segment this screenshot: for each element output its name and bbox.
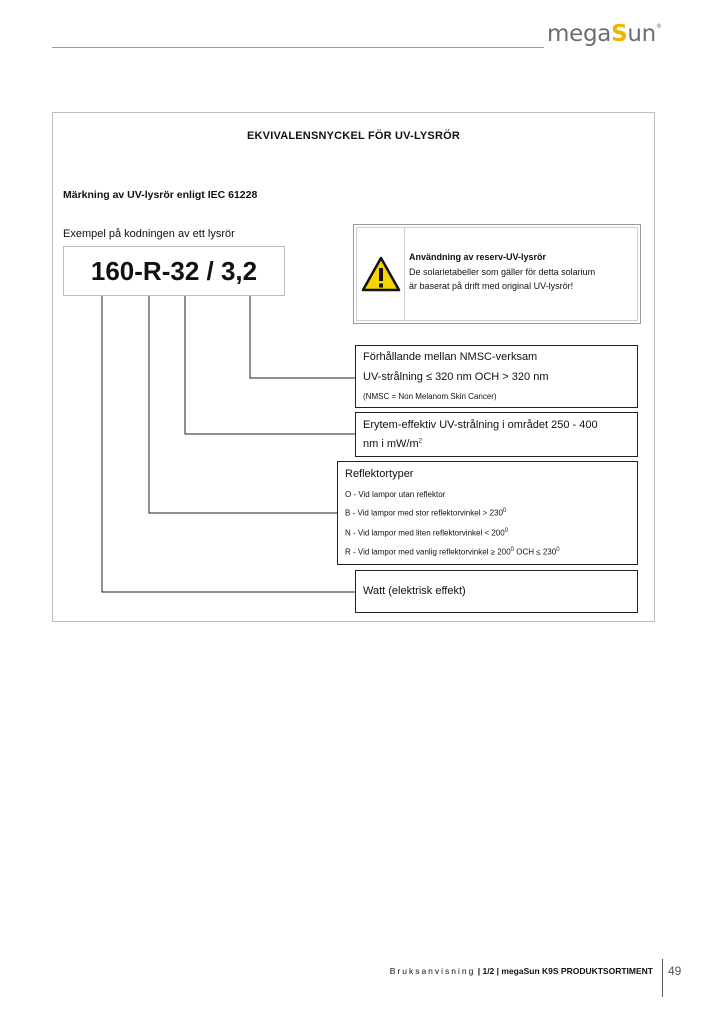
marking-heading: Märkning av UV-lysrör enligt IEC 61228: [63, 189, 258, 201]
reflector-item: O - Vid lampor utan reflektor: [345, 490, 446, 499]
erythem-line-1: Erytem-effektiv UV-strålning i området 250 - 400: [363, 419, 598, 431]
page-number: 49: [668, 964, 682, 978]
reflector-item: N - Vid lampor med liten reflektorvinkel < $200^0$: [345, 528, 509, 538]
connector-reflector: [149, 296, 337, 513]
reflector-box: [337, 461, 638, 565]
connector-nmsc: [250, 296, 355, 378]
connector-erythem: [185, 296, 355, 434]
warning-line-2: är baserat på drift med original UV-lysrör!: [409, 281, 574, 291]
footer-divider: [662, 959, 663, 997]
brand-logo: megaSun®: [547, 21, 662, 47]
reflector-item: B - Vid lampor med stor reflektorvinkel > $230^0$: [345, 508, 507, 518]
reflector-item: R - Vid lampor med vanlig reflektorvinkel ≥ $200^0$ OCH ≤ $230^0$: [345, 547, 560, 557]
nmsc-line-2: UV-strålning ≤ 320 nm OCH > 320 nm: [363, 371, 549, 383]
watt-label: Watt (elektrisk effekt): [363, 585, 466, 597]
watt-box: [355, 570, 638, 613]
page-footer: [0, 966, 653, 976]
footer-product: megaSun K9S PRODUKTSORTIMENT: [501, 966, 653, 976]
nmsc-box: [355, 345, 638, 408]
nmsc-line-1: Förhållande mellan NMSC-verksam: [363, 351, 538, 363]
reflector-title: Reflektortyper: [345, 468, 414, 480]
example-label: Exempel på kodningen av ett lysrör: [63, 228, 235, 240]
warning-title: Användning av reserv-UV-lysrör: [409, 252, 547, 262]
page-title: EKVIVALENSNYCKEL FÖR UV-LYSRÖR: [247, 130, 460, 142]
erythem-line-2: nm i $mW/m^2$: [363, 438, 422, 450]
code-example: 160-R-32 / 3,2: [63, 246, 285, 296]
connector-watt: [102, 296, 355, 592]
erythem-box: [355, 412, 638, 457]
footer-manual: Bruksanvisning: [389, 966, 476, 976]
warning-line-1: De solarietabeller som gäller för detta solarium: [409, 267, 596, 277]
footer-section: | 1/2 |: [475, 966, 502, 976]
nmsc-note: (NMSC = Non Melanom Skin Cancer): [363, 392, 497, 401]
